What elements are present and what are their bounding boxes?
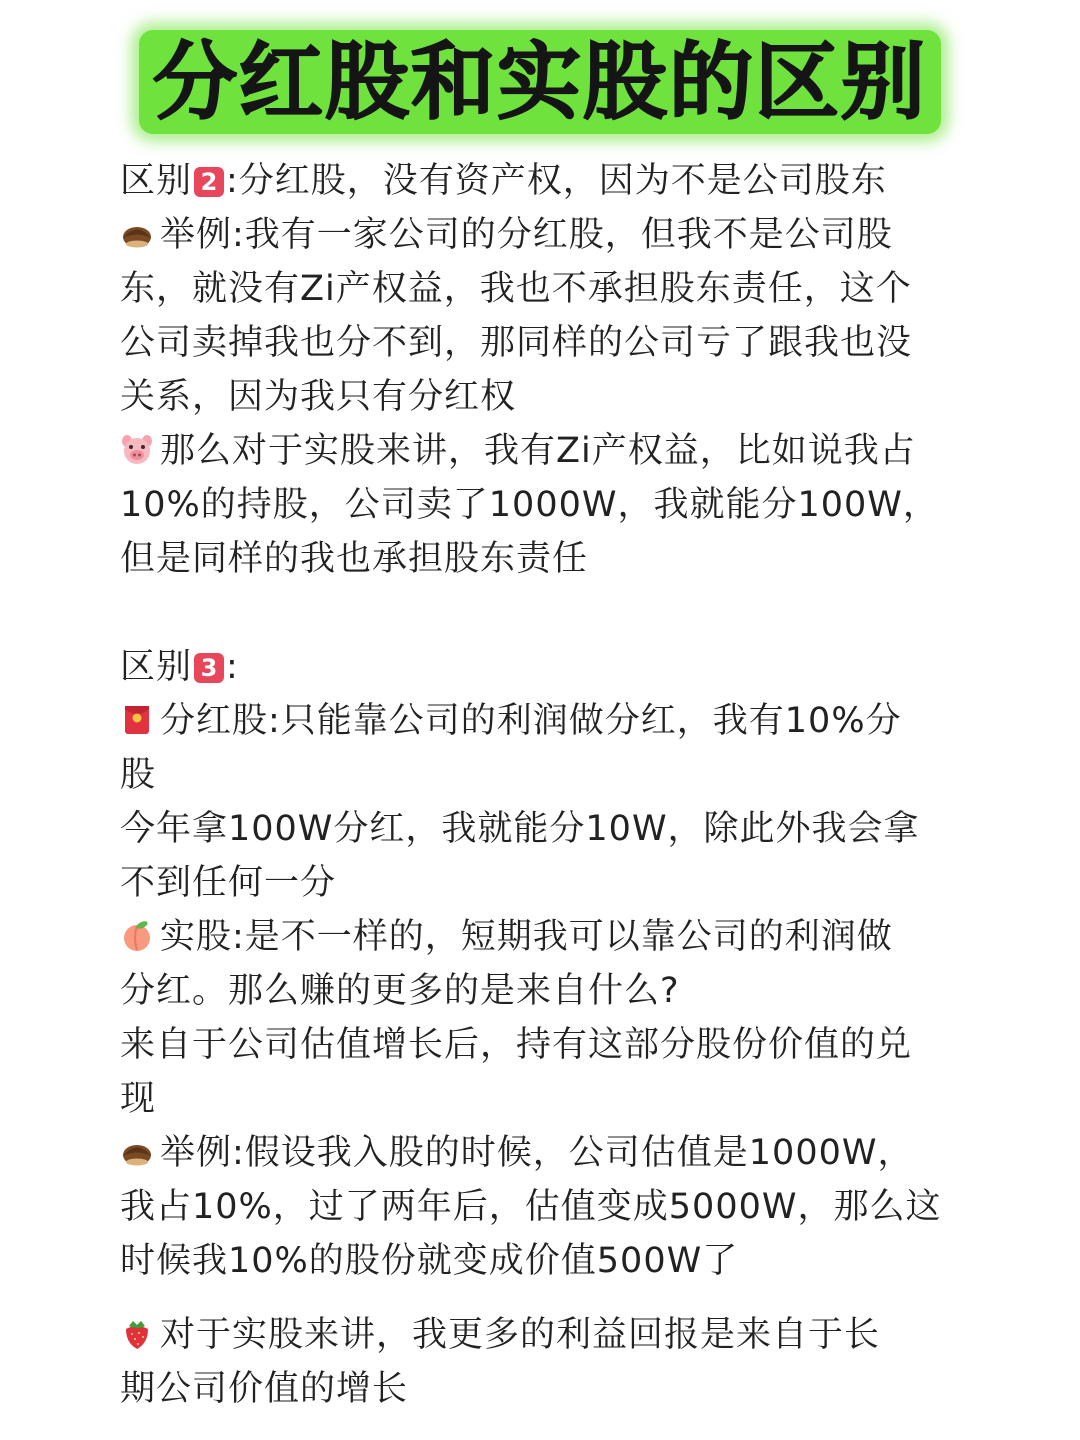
paragraph-line: 关系，因为我只有分红权 — [120, 377, 517, 417]
paragraph-line: 东，就没有Zi产权益，我也不承担股东责任，这个 — [120, 269, 912, 309]
real-share-text: 实股:是不一样的，短期我可以靠公司的利润做 — [160, 917, 893, 957]
title-banner — [0, 30, 1080, 140]
paragraph-line — [120, 694, 980, 748]
paragraph-line: 时候我10%的股份就变成价值500W了 — [120, 1241, 739, 1281]
paragraph-line: 10%的持股，公司卖了1000W，我就能分100W， — [120, 485, 939, 525]
example-text: 举例:假设我入股的时候，公司估值是1000W， — [160, 1133, 914, 1173]
section-2-label: 区别 — [120, 161, 193, 201]
peach-icon — [120, 919, 154, 953]
paragraph-line — [120, 1126, 980, 1180]
chestnut-icon — [120, 1135, 154, 1169]
conclusion-text: 对于实股来讲，我更多的利益回报是来自于长 — [160, 1315, 881, 1355]
paragraph-line — [120, 424, 980, 478]
paragraph-line: 公司卖掉我也分不到，那同样的公司亏了跟我也没 — [120, 323, 913, 363]
example-text: 举例:我有一家公司的分红股，但我不是公司股 — [160, 215, 893, 255]
keycap-2-icon: 2 — [194, 167, 224, 197]
section-spacer — [120, 1288, 980, 1308]
section-2-intro-text: :分红股，没有资产权，因为不是公司股东 — [226, 161, 887, 201]
strawberry-icon — [120, 1317, 154, 1351]
article-body — [120, 154, 980, 1416]
paragraph-line: 但是同样的我也承担股东责任 — [120, 539, 589, 579]
paragraph-line — [120, 208, 980, 262]
paragraph-line: 股 — [120, 755, 157, 795]
section-3-heading-line — [120, 640, 980, 694]
pig-face-icon — [120, 433, 154, 467]
section-3-colon: : — [226, 647, 239, 687]
dividend-share-text: 分红股:只能靠公司的利润做分红，我有10%分 — [160, 701, 902, 741]
paragraph-line: 分红。那么赚的更多的是来自什么? — [120, 971, 680, 1011]
paragraph-line: 我占10%，过了两年后，估值变成5000W，那么这 — [120, 1187, 942, 1227]
paragraph-line — [120, 1308, 980, 1362]
real-share-text: 那么对于实股来讲，我有Zi产权益，比如说我占 — [160, 431, 916, 471]
paragraph-line: 期公司价值的增长 — [120, 1369, 409, 1409]
page-title: 分红股和实股的区别 — [139, 30, 941, 134]
section-3-label: 区别 — [120, 647, 193, 687]
section-spacer — [120, 586, 980, 640]
paragraph-line: 现 — [120, 1079, 157, 1119]
paragraph-line: 今年拿100W分红，我就能分10W，除此外我会拿 — [120, 809, 920, 849]
red-envelope-icon — [120, 703, 154, 737]
paragraph-line: 来自于公司估值增长后，持有这部分股份价值的兑 — [120, 1025, 913, 1065]
section-2-heading-line — [120, 154, 980, 208]
paragraph-line: 不到任何一分 — [120, 863, 337, 903]
keycap-3-icon: 3 — [194, 653, 224, 683]
chestnut-icon — [120, 217, 154, 251]
paragraph-line — [120, 910, 980, 964]
